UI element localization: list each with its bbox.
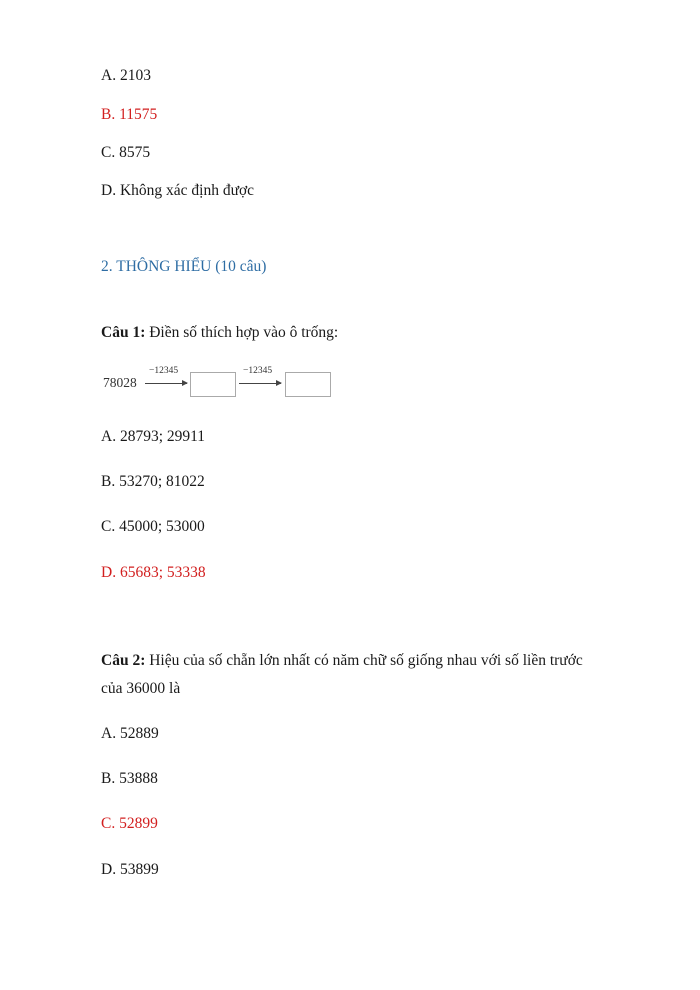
answer-box-2	[285, 372, 331, 397]
prev-option-c: C. 8575	[101, 144, 151, 161]
subtraction-diagram	[101, 366, 341, 402]
q2-option-d: D. 53899	[101, 861, 159, 878]
diagram-start-number: 78028	[103, 375, 137, 390]
question-2-text-line2: của 36000 là	[101, 680, 181, 697]
q1-option-d-correct: D. 65683; 53338	[101, 564, 206, 581]
q1-option-b: B. 53270; 81022	[101, 473, 205, 490]
q2-option-c-correct: C. 52899	[101, 815, 158, 832]
q2-option-b: B. 53888	[101, 770, 158, 787]
question-2	[101, 647, 661, 703]
prev-option-a: A. 2103	[101, 67, 151, 84]
q1-option-a: A. 28793; 29911	[101, 428, 206, 445]
diagram-operation-2: −12345	[243, 366, 273, 376]
arrow-right-icon	[145, 383, 187, 384]
diagram-operation-1: −12345	[149, 366, 179, 376]
q2-option-a: A. 52889	[101, 725, 159, 742]
question-2-text-line1: Hiệu của số chẵn lớn nhất có năm chữ số giống nhau với số liền trước	[145, 652, 583, 669]
q1-option-c: C. 45000; 53000	[101, 518, 205, 535]
arrow-right-icon	[239, 383, 281, 384]
section-heading: 2. THÔNG HIỂU (10 câu)	[101, 258, 267, 275]
question-1-label: Câu 1:	[101, 324, 146, 341]
prev-option-b-correct: B. 11575	[101, 106, 158, 123]
answer-box-1	[190, 372, 236, 397]
prev-option-d: D. Không xác định được	[101, 182, 255, 199]
question-2-label: Câu 2:	[101, 652, 146, 669]
question-1	[101, 323, 338, 343]
question-1-text: Điền số thích hợp vào ô trống:	[145, 324, 339, 341]
